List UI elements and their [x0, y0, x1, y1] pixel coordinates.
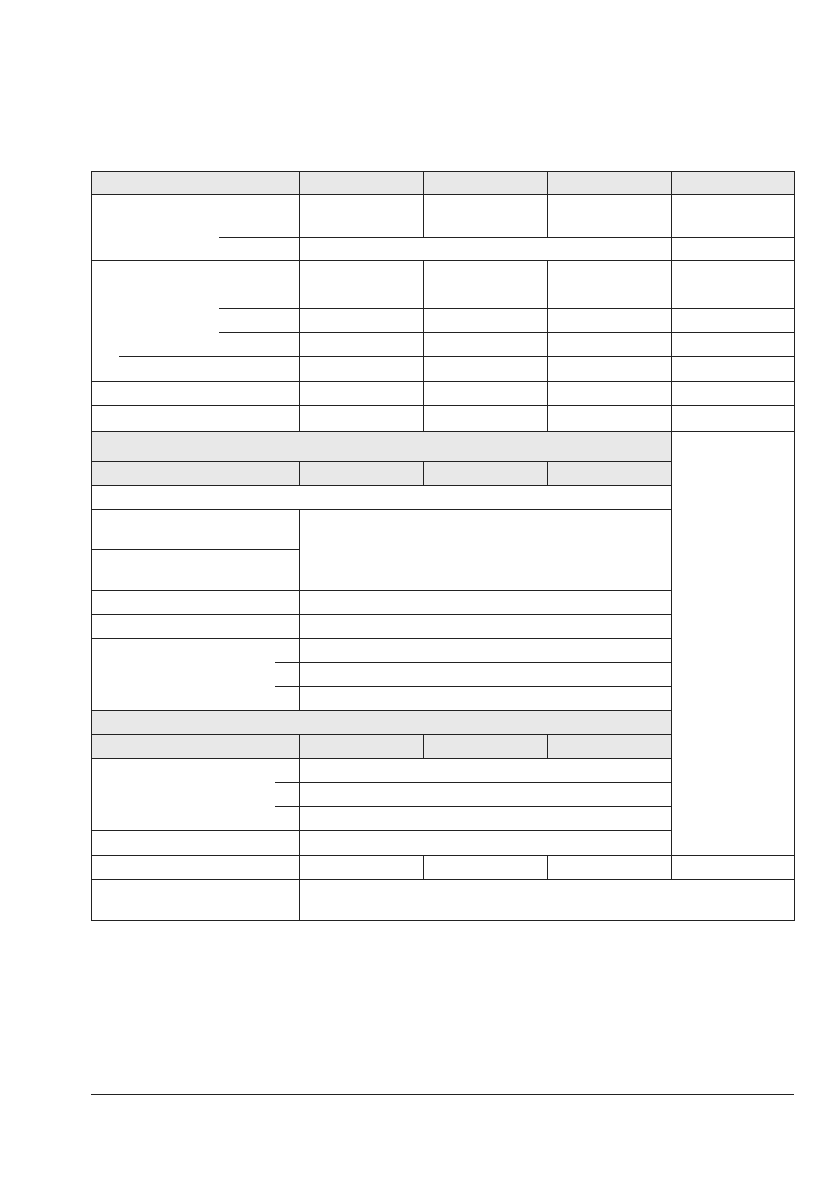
table-cell [671, 308, 795, 333]
table-cell [91, 485, 672, 510]
table-cell [299, 509, 672, 591]
table-rule [275, 806, 299, 807]
table-cell [299, 638, 672, 663]
table-rule [219, 332, 299, 333]
table-cell [423, 381, 548, 406]
table-cell [671, 855, 795, 880]
table-cell [91, 461, 300, 486]
table-cell [423, 356, 548, 382]
table-cell [671, 171, 795, 195]
table-cell [91, 194, 300, 261]
table-cell [299, 614, 672, 639]
table-cell [91, 614, 300, 639]
table-cell [91, 171, 300, 195]
table-cell [299, 806, 672, 831]
table-cell [671, 431, 795, 856]
table-cell [299, 758, 672, 783]
table-cell [423, 308, 548, 333]
table-cell [91, 879, 300, 921]
table-cell [299, 171, 424, 195]
table-cell [547, 308, 672, 333]
table-cell [423, 194, 548, 238]
table-cell [91, 638, 300, 711]
table-cell [423, 405, 548, 432]
table-cell [671, 381, 795, 406]
table-cell [91, 381, 300, 406]
table-cell [547, 171, 672, 195]
table-cell [91, 590, 300, 615]
table-cell [299, 194, 424, 238]
table-cell [547, 461, 672, 486]
table-cell [547, 332, 672, 357]
table-rule [219, 308, 299, 309]
table-cell [91, 734, 300, 759]
table-cell [423, 260, 548, 309]
table-cell [299, 879, 795, 921]
table-cell [299, 734, 424, 759]
table-cell [547, 194, 672, 238]
table-cell [91, 431, 672, 462]
table-cell [91, 758, 300, 831]
table-rule [275, 782, 299, 783]
table-cell [299, 237, 672, 261]
table-cell [299, 260, 424, 309]
table-cell [91, 830, 300, 856]
table-cell [299, 830, 672, 856]
table-cell [299, 855, 424, 880]
table-rule [275, 686, 299, 687]
table-cell [299, 686, 672, 711]
table-cell [423, 855, 548, 880]
table-cell [299, 381, 424, 406]
table-cell [91, 855, 300, 880]
table-cell [299, 405, 424, 432]
table-cell [671, 194, 795, 238]
table-cell [91, 405, 300, 432]
table-cell [547, 356, 672, 382]
table-rule [275, 662, 299, 663]
table-cell [671, 332, 795, 357]
table-cell [547, 734, 672, 759]
table-rule [219, 237, 299, 238]
table-cell [299, 356, 424, 382]
table-cell [671, 237, 795, 261]
table-cell [91, 549, 300, 591]
table-cell [91, 710, 672, 735]
table-cell [299, 782, 672, 807]
table-cell [299, 332, 424, 357]
table-cell [299, 308, 424, 333]
table-cell [547, 381, 672, 406]
table-cell [91, 509, 300, 550]
table-cell [671, 405, 795, 432]
table-cell [423, 171, 548, 195]
table-cell [547, 855, 672, 880]
table-cell [423, 734, 548, 759]
table-cell [423, 332, 548, 357]
table-rule [119, 356, 299, 357]
table-cell [671, 260, 795, 309]
table-cell [299, 590, 672, 615]
table-cell [299, 461, 424, 486]
table-cell [423, 461, 548, 486]
table-cell [671, 356, 795, 382]
table-cell [547, 405, 672, 432]
table-cell [547, 260, 672, 309]
footer-rule [91, 1094, 794, 1095]
table-cell [299, 662, 672, 687]
table-cell [91, 260, 300, 382]
